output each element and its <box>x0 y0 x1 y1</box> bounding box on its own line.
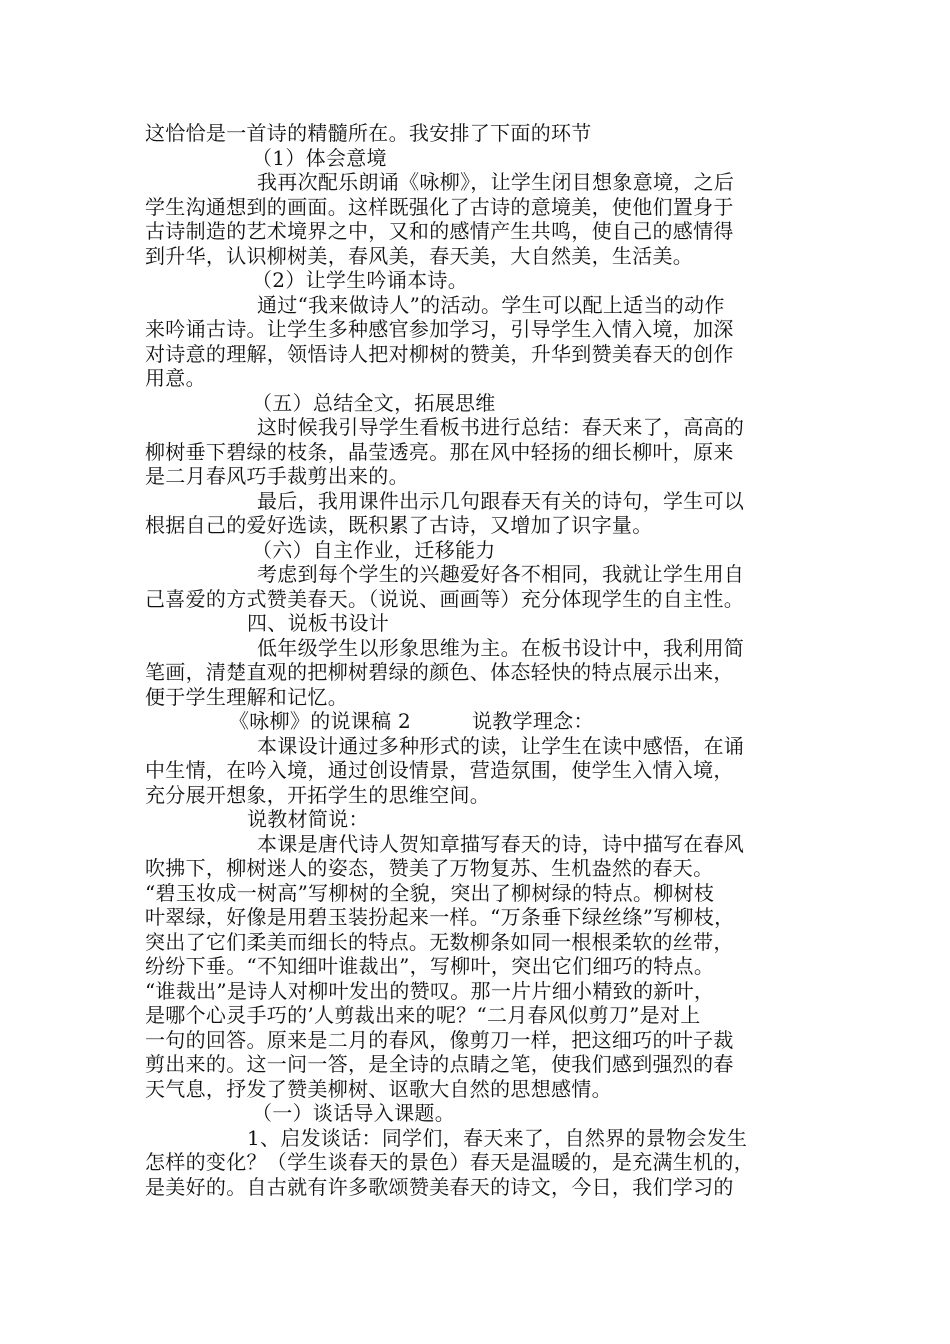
text-line: 己喜爱的方式赞美春天。（说说、画画等）充分体现学生的自主性。 <box>145 586 744 611</box>
text-line: 中生情，在吟入境，通过创设情景，营造氛围，使学生入情入境， <box>145 758 734 782</box>
text-line: 本课是唐代诗人贺知章描写春天的诗，诗中描写在春风 <box>257 831 745 856</box>
text-line: 突出了它们柔美而细长的特点。无数柳条如同一根根柔软的丝带， <box>145 929 734 954</box>
text-line: 本课设计通过多种形式的读，让学生在读中感悟，在诵 <box>257 733 745 758</box>
text-line: 是美好的。自古就有许多歌颂赞美春天的诗文，今日，我们学习的 <box>145 1174 734 1199</box>
document-body <box>145 121 815 1199</box>
text-line: 最后，我用课件出示几句跟春天有关的诗句，学生可以 <box>257 488 745 513</box>
text-line: 用意。 <box>145 366 206 390</box>
text-line: 四、说板书设计 <box>247 611 390 635</box>
text-line: （五）总结全文，拓展思维 <box>252 390 496 415</box>
text-line: 吹拂下，柳树迷人的姿态，赞美了万物复苏、生机盎然的春天。 <box>145 856 714 880</box>
text-line: 剪出来的。这一问一答，是全诗的点睛之笔，使我们感到强烈的春 <box>145 1052 734 1076</box>
text-line: 低年级学生以形象思维为主。在板书设计中，我利用简 <box>257 635 745 660</box>
text-line: （1）体会意境 <box>252 145 387 170</box>
text-line: 纷纷下垂。“不知细叶谁裁出”，写柳叶，突出它们细巧的特点。 <box>145 954 715 978</box>
text-line: 笔画，清楚直观的把柳树碧绿的颜色、体态轻快的特点展示出来， <box>145 660 734 684</box>
text-line: 根据自己的爱好选读，既积累了古诗，又增加了识字量。 <box>145 513 653 537</box>
text-line: 充分展开想象，开拓学生的思维空间。 <box>145 782 491 807</box>
text-line: 天气息，抒发了赞美柳树、讴歌大自然的思想感情。 <box>145 1076 612 1101</box>
text-line: 到升华，认识柳树美，春风美，春天美，大自然美，生活美。 <box>145 243 694 268</box>
text-line: 《咏柳》的说课稿 2 说教学理念： <box>229 709 594 733</box>
text-line: 通过“我来做诗人”的活动。学生可以配上适当的动作 <box>257 292 725 317</box>
text-line: 说教材简说： <box>247 807 369 831</box>
text-line: （2）让学生吟诵本诗。 <box>252 268 469 292</box>
text-line: 学生沟通想到的画面。这样既强化了古诗的意境美，使他们置身于 <box>145 194 734 219</box>
text-line: 1、启发谈话：同学们，春天来了，自然界的景物会发生 <box>247 1125 748 1150</box>
text-line: 怎样的变化？（学生谈春天的景色）春天是温暖的，是充满生机的， <box>145 1150 754 1174</box>
text-line: 考虑到每个学生的兴趣爱好各不相同，我就让学生用自 <box>257 562 745 586</box>
text-line: 是哪个心灵手巧的’人剪裁出来的呢？“二月春风似剪刀”是对上 <box>145 1003 701 1027</box>
text-line: （六）自主作业，迁移能力 <box>252 537 496 562</box>
text-line: 柳树垂下碧绿的枝条，晶莹透亮。那在风中轻扬的细长柳叶，原来 <box>145 439 734 464</box>
text-line: 对诗意的理解，领悟诗人把对柳树的赞美，升华到赞美春天的创作 <box>145 341 734 366</box>
text-line: 来吟诵古诗。让学生多种感官参加学习，引导学生入情入境，加深 <box>145 317 734 341</box>
text-line: 古诗制造的艺术境界之中，又和的感情产生共鸣，使自己的感情得 <box>145 219 734 243</box>
text-line: 便于学生理解和记忆。 <box>145 684 348 709</box>
text-line: 这恰恰是一首诗的精髓所在。我安排了下面的环节 <box>145 121 592 145</box>
text-line: 一句的回答。原来是二月的春风，像剪刀一样，把这细巧的叶子裁 <box>145 1027 734 1052</box>
text-line: （一）谈话导入课题。 <box>252 1101 455 1125</box>
text-line: “碧玉妆成一树高”写柳树的全貌，突出了柳树绿的特点。柳树枝 <box>145 880 715 905</box>
text-line: 这时候我引导学生看板书进行总结：春天来了，高高的 <box>257 415 745 439</box>
text-line: 我再次配乐朗诵《咏柳》，让学生闭目想象意境，之后 <box>257 170 735 194</box>
text-line: “谁裁出”是诗人对柳叶发出的赞叹。那一片片细小精致的新叶， <box>145 978 715 1003</box>
text-line: 叶翠绿，好像是用碧玉装扮起来一样。“万条垂下绿丝绦”写柳枝， <box>145 905 735 929</box>
text-line: 是二月春风巧手裁剪出来的。 <box>145 464 409 488</box>
